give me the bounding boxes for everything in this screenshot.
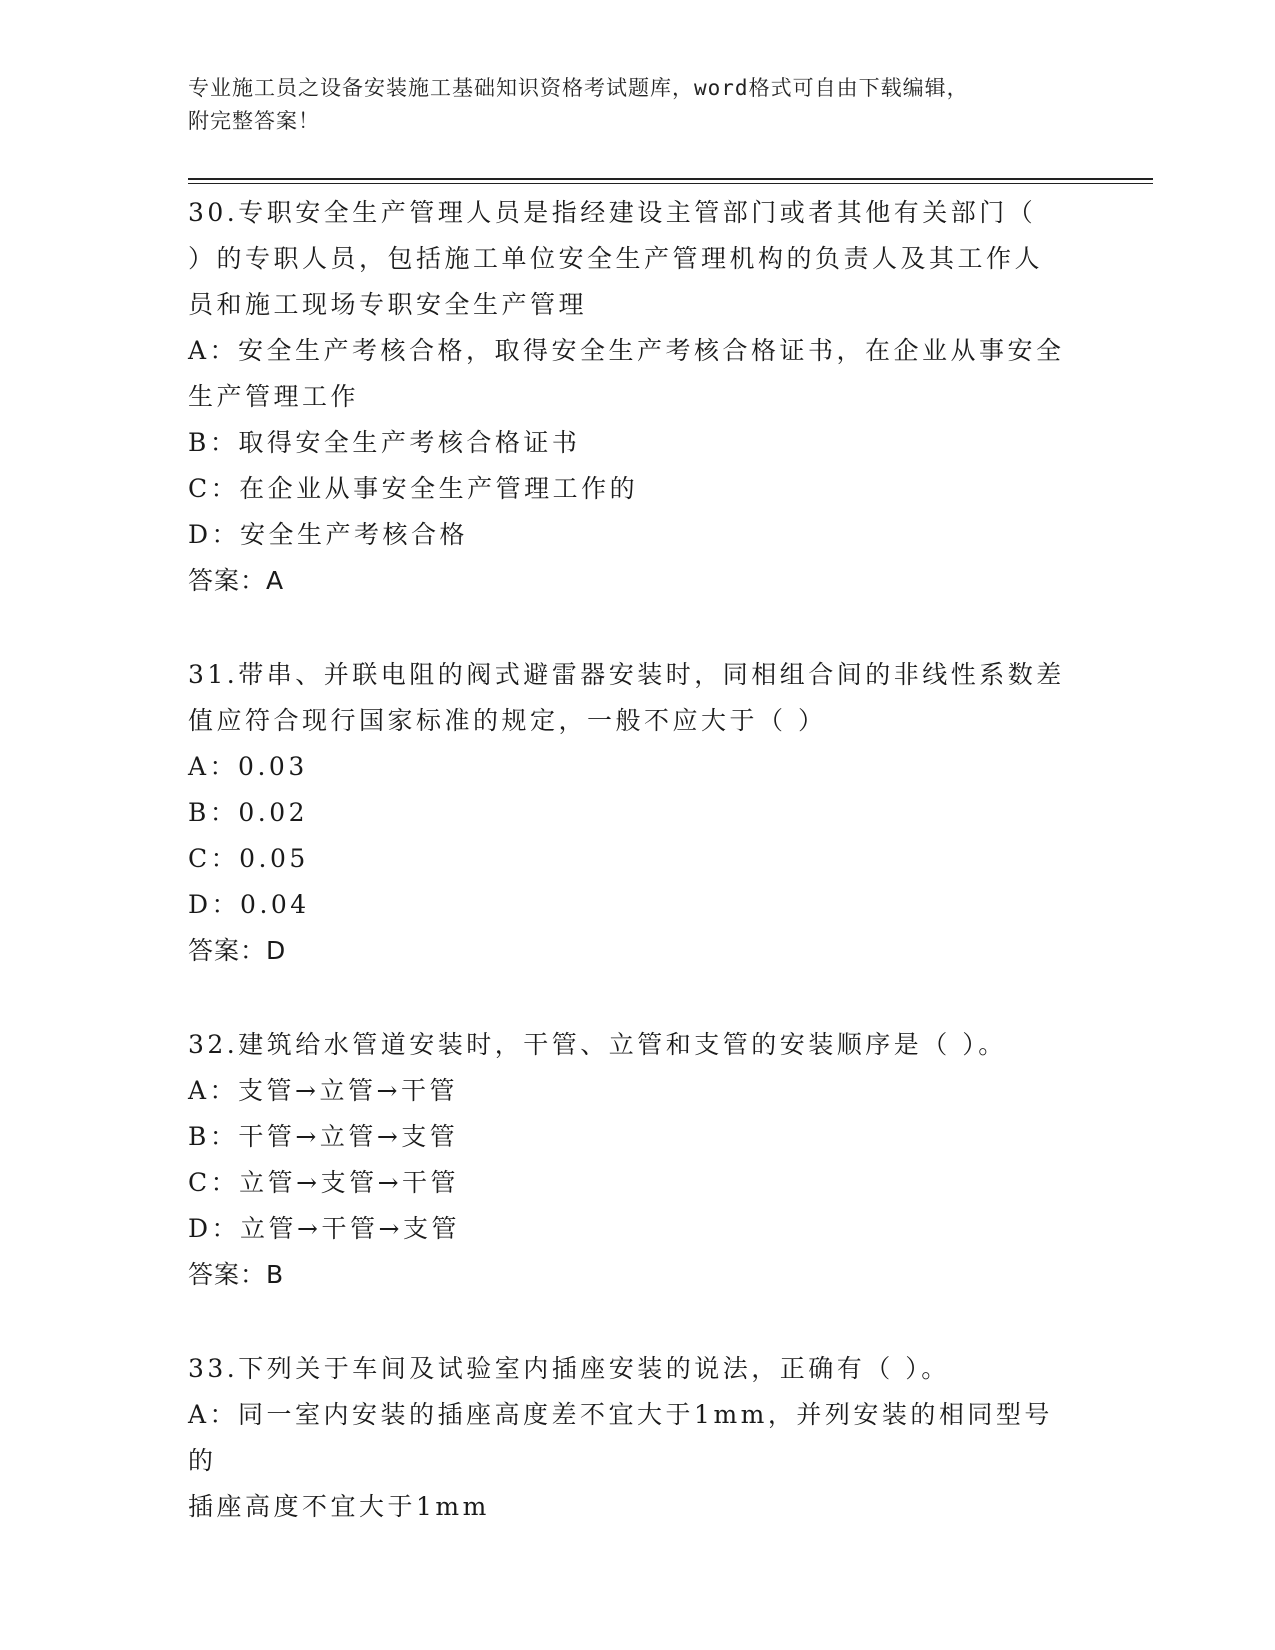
option-c: C：0.05: [188, 844, 309, 873]
question-stem-line: 31.带串、并联电阻的阀式避雷器安装时，同相组合间的非线性系数差: [188, 660, 1065, 689]
option-c: C：立管→支管→干管: [188, 1168, 460, 1197]
document-header: [188, 72, 1068, 138]
option-a-continued: 生产管理工作: [188, 382, 360, 411]
answer-label: 答案：D: [188, 936, 287, 965]
header-line-2: 附完整答案！: [188, 109, 320, 133]
option-a: A：同一室内安装的插座高度差不宜大于1mm，并列安装的相同型号的: [188, 1400, 1053, 1475]
option-d: D：0.04: [188, 890, 310, 919]
header-divider-thin: [188, 183, 1153, 184]
option-b: B：0.02: [188, 798, 309, 827]
question-stem-line: 值应符合现行国家标准的规定，一般不应大于（ ）: [188, 706, 827, 735]
option-a-continued: 插座高度不宜大于1mm: [188, 1492, 490, 1521]
question-31: [188, 652, 1068, 974]
option-a: A：0.03: [188, 752, 308, 781]
question-33: [188, 1346, 1068, 1530]
option-c: C：在企业从事安全生产管理工作的: [188, 474, 639, 503]
option-d: D：立管→干管→支管: [188, 1214, 460, 1243]
question-32: [188, 1022, 1068, 1298]
question-stem-line: 员和施工现场专职安全生产管理: [188, 290, 588, 319]
question-stem-line: ）的专职人员，包括施工单位安全生产管理机构的负责人及其工作人: [188, 244, 1044, 273]
option-a: A：安全生产考核合格，取得安全生产考核合格证书，在企业从事安全: [188, 336, 1065, 365]
answer-label: 答案：B: [188, 1260, 285, 1289]
question-stem-line: 33.下列关于车间及试验室内插座安装的说法，正确有（ ）。: [188, 1354, 950, 1383]
option-d: D：安全生产考核合格: [188, 520, 469, 549]
option-b: B：取得安全生产考核合格证书: [188, 428, 581, 457]
answer-label: 答案：A: [188, 566, 285, 595]
question-30: [188, 190, 1068, 604]
header-divider-thick: [188, 178, 1153, 180]
header-line-1: 专业施工员之设备安装施工基础知识资格考试题库，word格式可自由下载编辑，: [188, 76, 969, 100]
option-a: A：支管→立管→干管: [188, 1076, 458, 1105]
question-list: [188, 190, 1068, 1578]
option-b: B：干管→立管→支管: [188, 1122, 459, 1151]
question-stem-line: 32.建筑给水管道安装时，干管、立管和支管的安装顺序是（ ）。: [188, 1030, 1007, 1059]
question-stem-line: 30.专职安全生产管理人员是指经建设主管部门或者其他有关部门（: [188, 198, 1037, 227]
